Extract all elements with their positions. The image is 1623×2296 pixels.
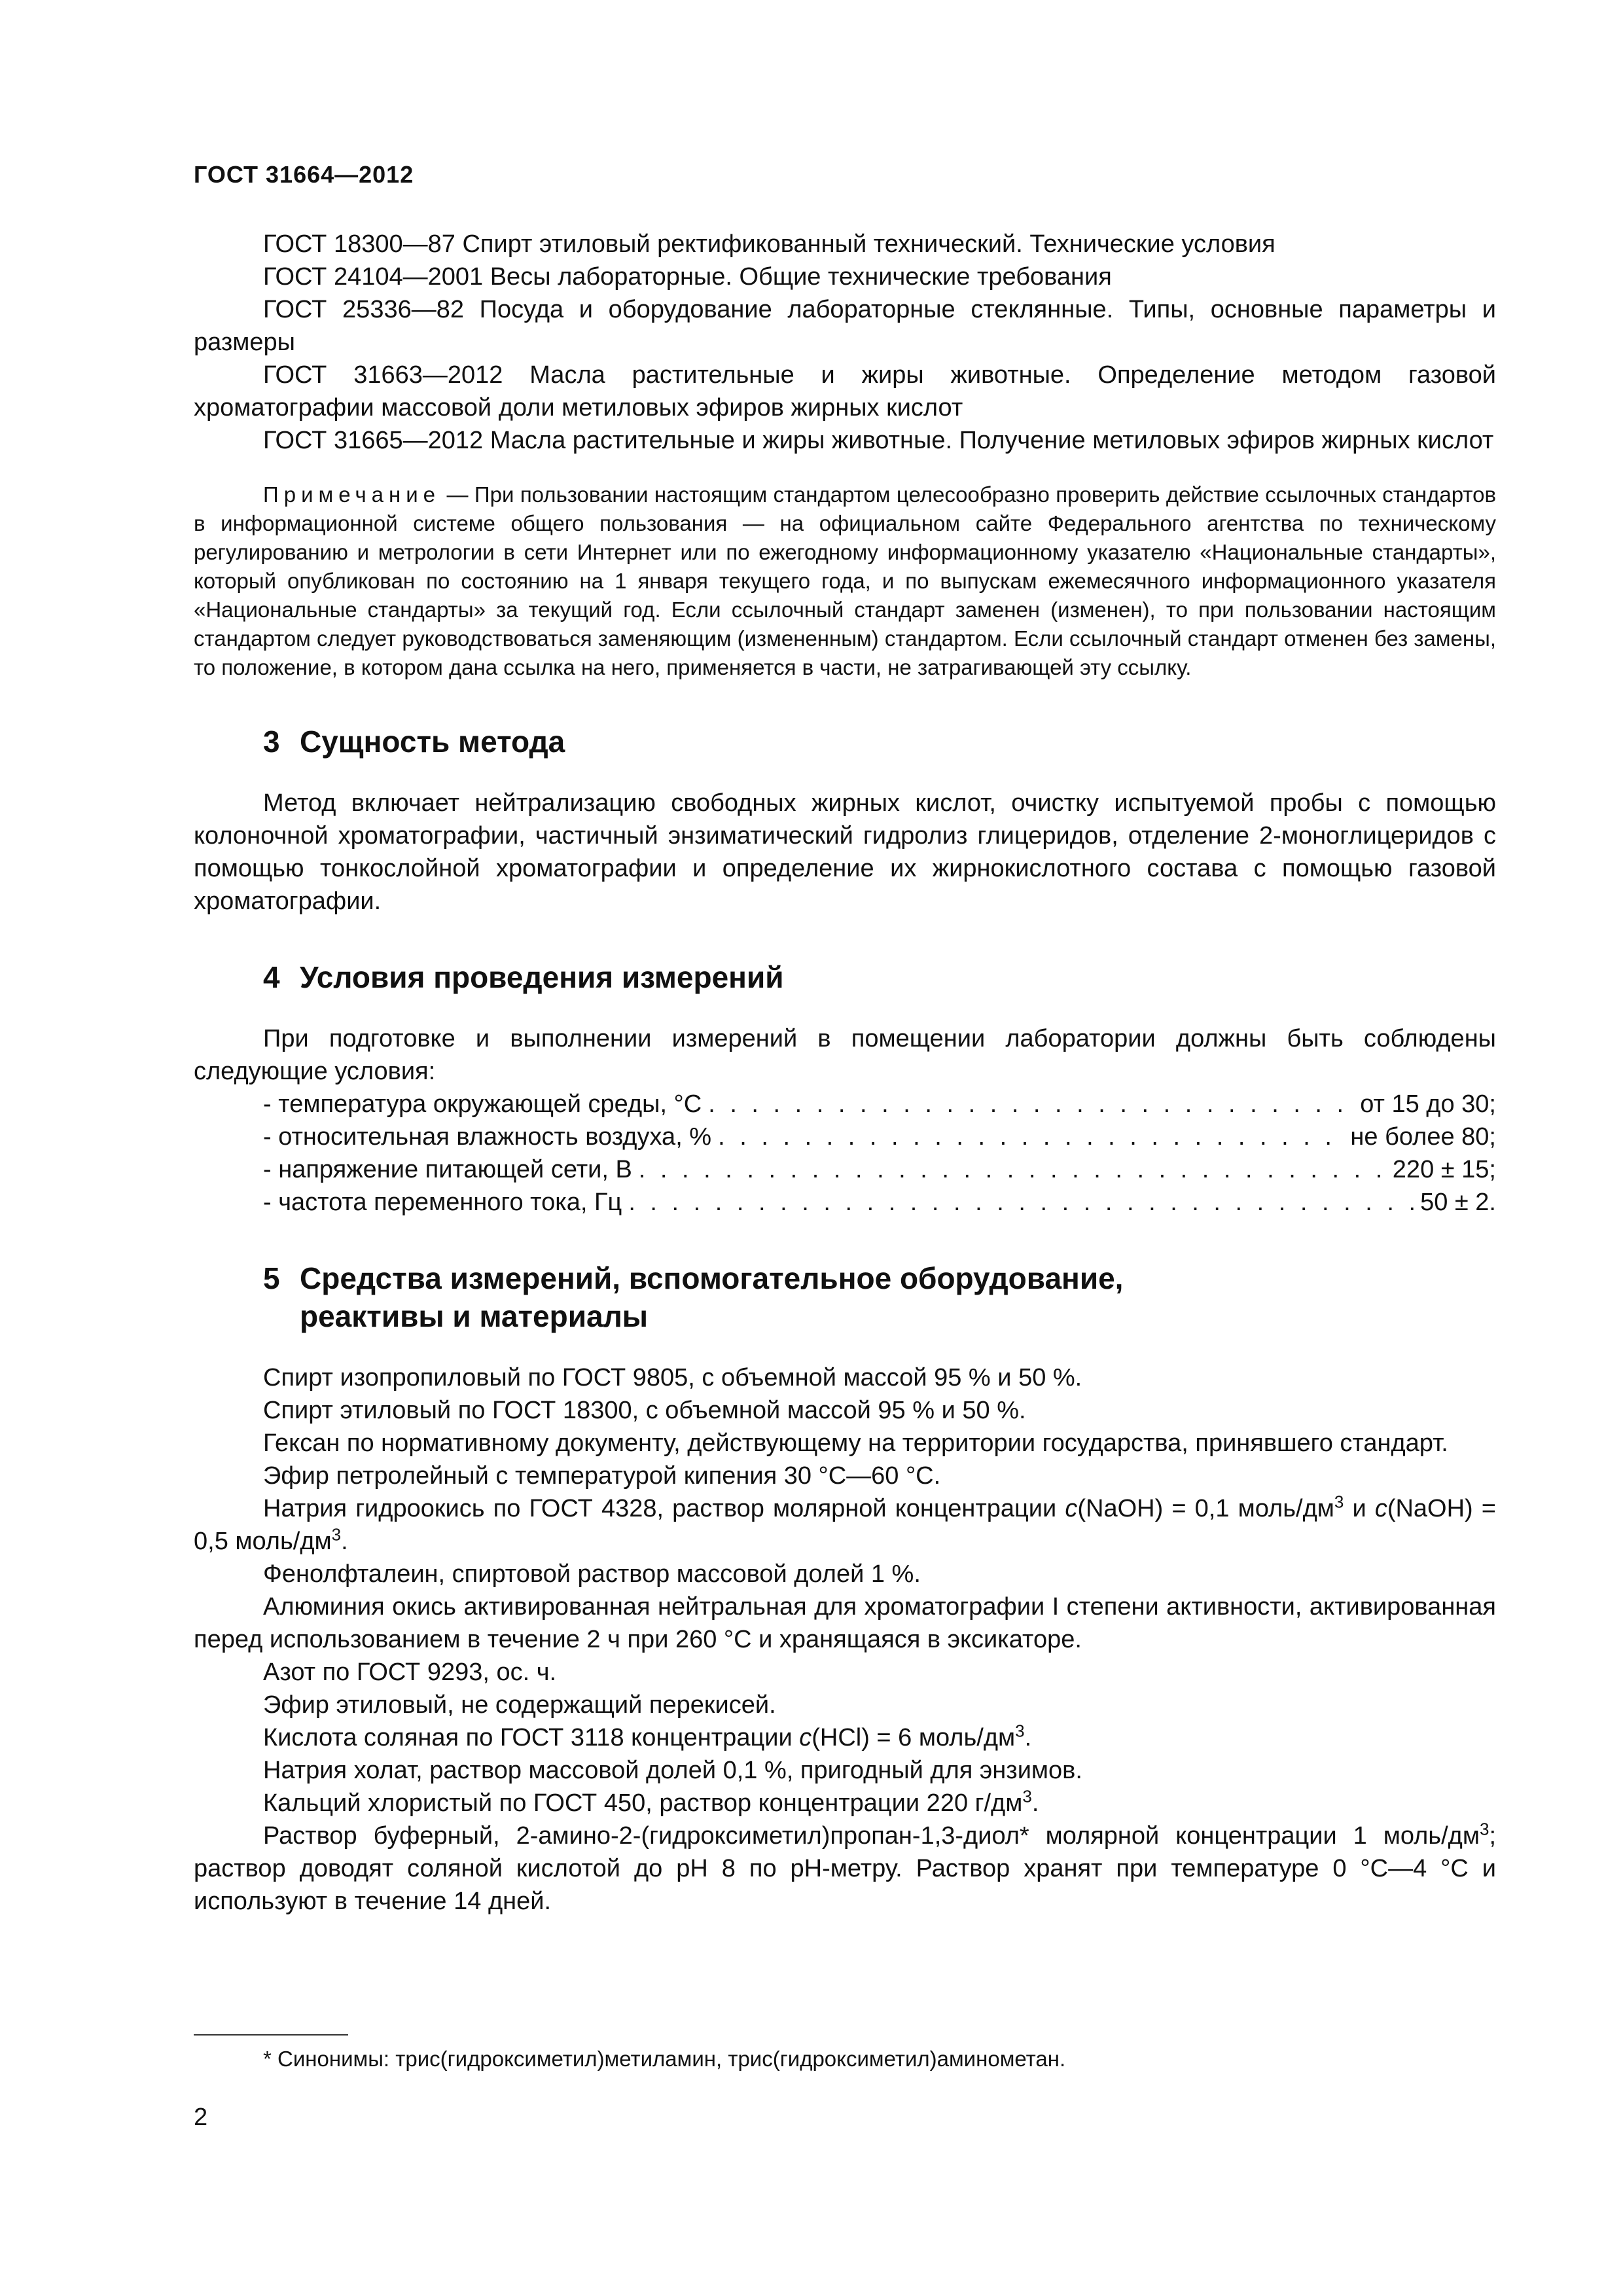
text-run: (NaOH) = 0,1 моль/дм xyxy=(1077,1495,1334,1522)
reference-item: ГОСТ 31663—2012 Масла растительные и жиры животные. Определение методом газовой хроматографии массовой доли метиловых эфиров жирных кислот xyxy=(194,361,1496,422)
section-title: Условия проведения измерений xyxy=(300,960,784,994)
reference-item: ГОСТ 18300—87 Спирт этиловый ректификованный технический. Технические условия xyxy=(263,230,1275,258)
reagent-item xyxy=(194,1721,1496,1754)
reagent-item: Эфир этиловый, не содержащий перекисей. xyxy=(263,1691,776,1719)
page-number: 2 xyxy=(194,2104,208,2131)
note-text: — При пользовании настоящим стандартом целесообразно проверить действие ссылочных стандартов в информационной системе общего пользования — на официальном сайте Федерального агентства по техническому регулированию и метрологии в сети Интернет или по ежегодному информационному указателю «Национальные стандарты», который опубликован по состоянию на 1 января текущего года, и по выпускам ежемесячного информационного указателя «Национальные стандарты» за текущий год. Если ссылочный стандарт заменен (изменен), то при пользовании настоящим стандартом следует руководствоваться заменяющим (измененным) стандартом. Если ссылочный стандарт отменен без замены, то положение, в котором дана ссылка на него, применяется в части, не затрагивающей эту ссылку. xyxy=(194,482,1496,679)
condition-value: 50 ± 2. xyxy=(1420,1189,1496,1216)
reagents-list xyxy=(194,1361,1496,1918)
footnote-divider xyxy=(194,2034,348,2036)
section-number: 5 xyxy=(263,1261,280,1295)
condition-value: 220 ± 15; xyxy=(1392,1156,1496,1183)
reagent-item xyxy=(194,1787,1496,1820)
note-paragraph xyxy=(194,480,1496,682)
reagent-item: Спирт этиловый по ГОСТ 18300, с объемной массой 95 % и 50 %. xyxy=(263,1397,1026,1424)
footnote: * Синонимы: трис(гидроксиметил)метиламин, трис(гидроксиметил)аминометан. xyxy=(263,2047,1066,2071)
superscript: 3 xyxy=(1479,1819,1489,1839)
symbol-c: c xyxy=(1374,1495,1387,1522)
text-run: Натрия гидроокись по ГОСТ 4328, раствор молярной концентрации xyxy=(263,1495,1065,1522)
dot-leader xyxy=(628,1186,1414,1219)
condition-row xyxy=(194,1153,1496,1186)
section-5-heading xyxy=(194,1259,1496,1335)
text-run: (NaOH) = 0,5 моль/дм xyxy=(194,1495,1497,1555)
section-title-line-1: Средства измерений, вспомогательное оборудование, xyxy=(300,1261,1124,1295)
superscript: 3 xyxy=(1015,1721,1025,1741)
text-run: . xyxy=(341,1528,348,1555)
superscript: 3 xyxy=(1334,1492,1344,1512)
page-content xyxy=(194,228,1496,1918)
condition-label: - температура окружающей среды, °С xyxy=(263,1090,702,1118)
text-run: и xyxy=(1344,1495,1375,1522)
condition-label: - относительная влажность воздуха, % xyxy=(263,1123,712,1151)
symbol-c: c xyxy=(799,1724,812,1751)
condition-value: от 15 до 30; xyxy=(1360,1090,1496,1118)
reagent-item: Эфир петролейный с температурой кипения 30 °С—60 °С. xyxy=(263,1462,941,1490)
reagent-item xyxy=(194,1492,1496,1558)
superscript: 3 xyxy=(1022,1786,1032,1806)
condition-label: - напряжение питающей сети, В xyxy=(263,1156,632,1183)
section-title: Сущность метода xyxy=(300,725,565,759)
condition-row xyxy=(194,1186,1496,1219)
text-run: Кислота соляная по ГОСТ 3118 концентрации xyxy=(263,1724,800,1751)
dot-leader xyxy=(708,1088,1353,1121)
condition-row xyxy=(194,1121,1496,1153)
condition-value: не более 80; xyxy=(1350,1123,1496,1151)
section-4-intro: При подготовке и выполнении измерений в помещении лаборатории должны быть соблюдены следующие условия: xyxy=(194,1025,1496,1085)
text-run: Раствор буферный, 2-амино-2-(гидроксиметил)пропан-1,3-диол* молярной концентрации 1 моль/дм xyxy=(263,1822,1480,1850)
dot-leader xyxy=(718,1121,1344,1153)
reference-item: ГОСТ 24104—2001 Весы лабораторные. Общие технические требования xyxy=(263,263,1112,291)
reagent-item xyxy=(194,1820,1496,1918)
section-number: 4 xyxy=(263,960,280,994)
section-3-text: Метод включает нейтрализацию свободных жирных кислот, очистку испытуемой пробы с помощью колоночной хроматографии, частичный энзиматический гидролиз глицеридов, отделение 2-моноглицеридов с помощью тонкослойной хроматографии и определение их жирнокислотного состава с помощью газовой хроматографии. xyxy=(194,789,1496,915)
section-number: 3 xyxy=(263,725,280,759)
section-3-heading xyxy=(194,723,1496,761)
text-run: . xyxy=(1024,1724,1032,1751)
text-run: ; раствор доводят соляной кислотой до pH 8 по pH-метру. Раствор хранят при температуре 0 °С—4 °С и используют в течение 14 дней. xyxy=(194,1822,1496,1915)
reference-item: ГОСТ 31665—2012 Масла растительные и жиры животные. Получение метиловых эфиров жирных кислот xyxy=(263,427,1494,454)
reference-item: ГОСТ 25336—82 Посуда и оборудование лабораторные стеклянные. Типы, основные параметры и размеры xyxy=(194,296,1496,356)
reagent-item: Натрия холат, раствор массовой долей 0,1 %, пригодный для энзимов. xyxy=(263,1757,1082,1784)
note-label: Примечание xyxy=(263,482,441,507)
condition-row xyxy=(194,1088,1496,1121)
section-title-line-2: реактивы и материалы xyxy=(300,1299,649,1333)
dot-leader xyxy=(639,1153,1386,1186)
normative-references-list xyxy=(194,228,1496,457)
section-4-heading xyxy=(194,958,1496,996)
reagent-item: Азот по ГОСТ 9293, ос. ч. xyxy=(263,1659,557,1686)
text-run: (HCl) = 6 моль/дм xyxy=(812,1724,1016,1751)
symbol-c: c xyxy=(1065,1495,1078,1522)
text-run: . xyxy=(1031,1789,1039,1817)
condition-label: - частота переменного тока, Гц xyxy=(263,1189,622,1216)
reagent-item: Гексан по нормативному документу, действующему на территории государства, принявшего стандарт. xyxy=(263,1429,1448,1457)
reagent-item: Фенолфталеин, спиртовой раствор массовой долей 1 %. xyxy=(263,1560,921,1588)
text-run: Кальций хлористый по ГОСТ 450, раствор концентрации 220 г/дм xyxy=(263,1789,1023,1817)
reagent-item: Спирт изопропиловый по ГОСТ 9805, с объемной массой 95 % и 50 %. xyxy=(263,1364,1082,1391)
document-header: ГОСТ 31664—2012 xyxy=(194,161,414,188)
superscript: 3 xyxy=(331,1524,342,1545)
reagent-item: Алюминия окись активированная нейтральная для хроматографии I степени активности, активированная перед использованием в течение 2 ч при 260 °С и хранящаяся в эксикаторе. xyxy=(194,1593,1496,1653)
